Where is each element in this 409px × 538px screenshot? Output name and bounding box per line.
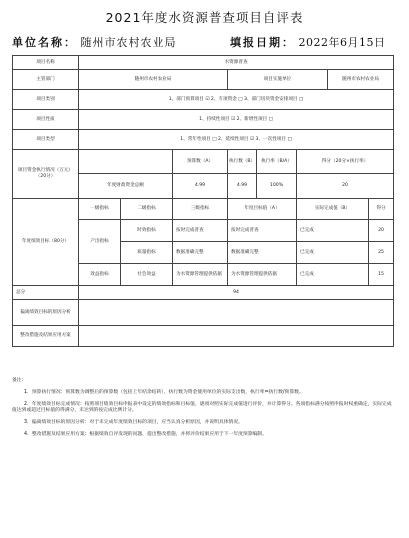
category-label: 项目类别 (13, 90, 79, 110)
total-value: 94 (79, 286, 394, 300)
notes-heading: 备注： (12, 378, 27, 383)
perf-row-3-target: 为水资源管理提供依据 (228, 264, 297, 286)
executed-value: 4.99 (228, 174, 257, 199)
self-evaluation-table (12, 55, 394, 347)
perf-row-2-l2: 质量指标 (121, 242, 173, 264)
perf-row-1-l2: 时效指标 (121, 220, 173, 242)
fill-date-field (230, 34, 386, 50)
unit-field (12, 34, 177, 50)
perf-row-2-target: 数据准确完整 (228, 242, 297, 264)
page-title: 2021年度水资源普查项目自评表 (105, 10, 304, 25)
budget-header-score: 得分（20分×执行率） (297, 150, 394, 174)
perf-header-score: 得分 (369, 199, 394, 220)
perf-row-2-actual: 已完成 (297, 242, 369, 264)
perf-row-1-actual: 已完成 (297, 220, 369, 242)
perf-header-l1: 一级指标 (79, 199, 121, 220)
impl-unit-value: 随州市农村农业局 (328, 70, 394, 90)
notes-section (12, 378, 393, 444)
unit-value: 随州市农村农业局 (80, 36, 177, 49)
perf-row-3-l2: 社会效益 (121, 264, 173, 286)
budget-score-value: 20 (297, 174, 394, 199)
perf-row-1-score: 20 (369, 220, 394, 242)
row-type (13, 130, 394, 150)
type-label: 项目类型 (13, 130, 79, 150)
perf-header-target: 年度目标值（A） (228, 199, 297, 220)
note-item-3: 3．偏离绩效目标的原因分析：对于未完成年度绩效目标的项目，应当认真分析原因，并说明具体情况。 (24, 420, 243, 425)
project-name-label: 项目名称 (13, 56, 79, 70)
perf-row-3-score: 15 (369, 264, 394, 286)
perf-row-1-l1: 产出指标 (79, 220, 121, 264)
project-name-value: 水资源普查 (79, 56, 394, 70)
note-item-1: 1．预算执行情况：预算数为调整后的预算数（包括上年结余结转），执行数为资金使用单位的实际支出数，执行率=执行数/预算数。 (24, 390, 304, 395)
fill-date-label: 填报日期： (230, 36, 295, 49)
budget-value: 4.99 (173, 174, 228, 199)
budget-row-label: 年度财政资金总额 (79, 174, 173, 199)
row-deviation (13, 300, 394, 326)
nature-label: 项目性质 (13, 110, 79, 130)
total-label: 总分 (13, 286, 79, 300)
row-total (13, 286, 394, 300)
perf-header-actual: 实际完成值（B） (297, 199, 369, 220)
perf-row-2-l3: 数据准确完整 (173, 242, 228, 264)
row-budget-header (13, 150, 394, 174)
deviation-label: 偏离绩效目标的原因分析 (13, 300, 79, 326)
budget-header-rate: 执行率（B/A） (257, 150, 297, 174)
row-perf-header (13, 199, 394, 220)
perf-row-2-score: 25 (369, 242, 394, 264)
perf-header-l3: 三级指标 (173, 199, 228, 220)
perf-row-3-actual: 已完成 (297, 264, 369, 286)
deviation-value (79, 300, 394, 326)
row-department (13, 70, 394, 90)
type-value: 1、常年性项目 □ 2、延续性项目 ☑ 3、一次性项目 □ (79, 130, 394, 150)
row-project-name (13, 56, 394, 70)
nature-value: 1、持续性项目 ☑ 2、新增性项目 □ (79, 110, 394, 130)
row-improvement (13, 326, 394, 347)
improve-value (79, 326, 394, 347)
improve-label: 整改措施及结果应用方案 (13, 326, 79, 347)
note-item-4: 4．整改措施及结果应用方案：根据绩效自评发现的问题，提出整改措施，并将评价结果应用于下一年度预算编制。 (24, 432, 267, 437)
budget-label: 项目资金执行情况（万元）（20分） (13, 150, 79, 199)
budget-header-executed: 执行数（B） (228, 150, 257, 174)
rate-value: 100% (257, 174, 297, 199)
budget-header-budget: 预算数（A） (173, 150, 228, 174)
fill-date-value: 2022年6月15日 (298, 36, 386, 49)
row-category (13, 90, 394, 110)
row-nature (13, 110, 394, 130)
note-item-2: 2．年度绩效目标完成情况：按照项目绩效目标申报表中设定的绩效指标和目标值，逐项对照实际完成值进行评价，并计算得分。各项指标满分按照申报时权重确定，实际完成值达到或超过目标值的得满分，未达到的按完成比例计分。 (12, 402, 392, 413)
dept-label: 主管部门 (13, 70, 79, 90)
budget-header-blank (79, 150, 173, 174)
perf-label: 年度绩效目标（80分） (13, 199, 79, 286)
perf-row-3-l3: 为水资源管理提供依据 (173, 264, 228, 286)
perf-row-3-l1: 效益指标 (79, 264, 121, 286)
perf-header-l2: 二级指标 (121, 199, 173, 220)
impl-unit-label: 项目实施单位 (228, 70, 328, 90)
perf-row-1-l3: 按时完成普查 (173, 220, 228, 242)
dept-value: 随州市农村农业局 (79, 70, 228, 90)
category-value: 1、部门预算项目 ☑ 2、专项资金 □ 3、部门切块资金安排项目 □ (79, 90, 394, 110)
perf-row-1-target: 按时完成普查 (228, 220, 297, 242)
unit-label: 单位名称： (12, 36, 77, 49)
